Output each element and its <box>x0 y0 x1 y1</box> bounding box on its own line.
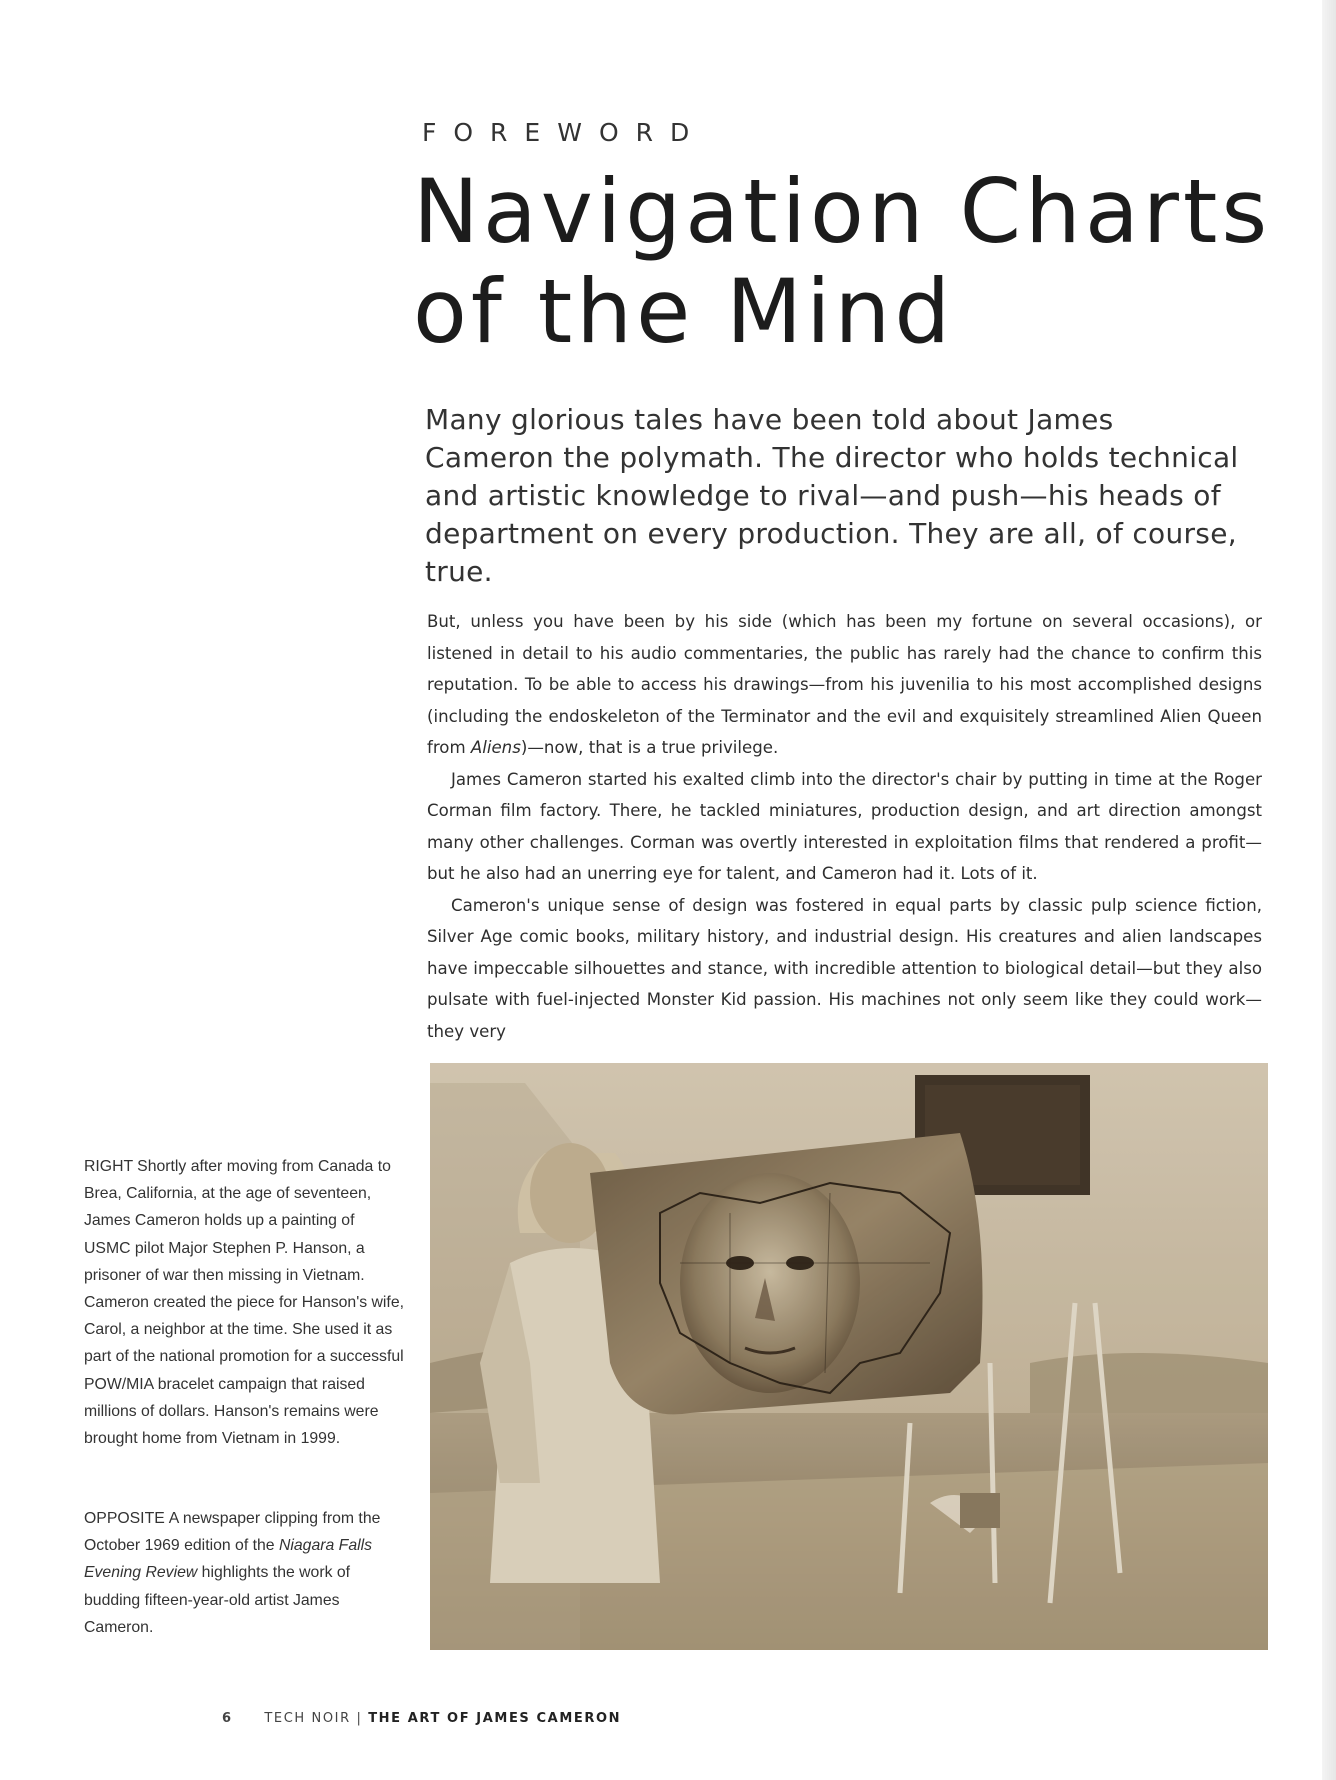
page-number: 6 <box>222 1711 233 1726</box>
body-paragraph-2: James Cameron started his exalted climb into the director's chair by putting in time at the Roger Corman film factory. There, he tackled miniatures, production design, and art direction amongst many other challenges. Corman was overtly interested in exploitation films that rendered a profit—but he also had an unerring eye for talent, and Cameron had it. Lots of it. <box>427 769 1262 883</box>
caption-opposite <box>84 1505 404 1641</box>
page-footer <box>222 1711 621 1726</box>
body-paragraph-3: Cameron's unique sense of design was fostered in equal parts by classic pulp science fiction, Silver Age comic books, military history, and industrial design. His creatures and alien landscapes have impeccable silhouettes and stance, with incredible attention to biological detail—but they also pulsate with fuel-injected Monster Kid passion. His machines not only seem like they could work—they very <box>427 895 1262 1041</box>
caption-opposite-italic: Niagara Falls Evening Review <box>84 1537 373 1582</box>
caption-right-label: RIGHT <box>84 1158 134 1175</box>
title-line-1: Navigation Charts <box>413 160 1272 263</box>
intro-paragraph: Many glorious tales have been told about James Cameron the polymath. The director who holds technical and artistic knowledge to rival—and push—his heads of department on every production. They are all, of course, true. <box>425 403 1239 588</box>
footer-separator: | <box>356 1711 363 1726</box>
body-paragraph-1 <box>427 606 1262 764</box>
body-p1-text-a: But, unless you have been by his side (which has been my fortune on several occasions), or listened in detail to his audio commentaries, the public has rarely had the chance to confirm this reputation. To be able to access his drawings—from his juvenilia to his most accomplished designs (including the endoskeleton of the Terminator and the evil and exquisitely streamlined Alien Queen from <box>427 612 1262 757</box>
caption-opposite-text-b: highlights the work of budding fifteen-year-old artist James Cameron. <box>84 1564 351 1636</box>
body-p1-text-b: )—now, that is a true privilege. <box>520 738 779 757</box>
body-text <box>427 606 1262 1047</box>
section-label: FOREWORD <box>422 118 707 147</box>
page-title <box>413 162 1293 362</box>
caption-opposite-text-a: A newspaper clipping from the October 1969 edition of the <box>84 1510 381 1555</box>
caption-right-text: Shortly after moving from Canada to Brea, California, at the age of seventeen, James Cameron holds up a painting of USMC pilot Major Stephen P. Hanson, a prisoner of war then missing in Vietnam. Cameron created the piece for Hanson's wife, Carol, a neighbor at the time. She used it as part of the national promotion for a successful POW/MIA bracelet campaign that raised millions of dollars. Hanson's remains were brought home from Vietnam in 1999. <box>84 1158 404 1448</box>
footer-book-title: TECH NOIR <box>264 1711 351 1726</box>
title-line-2: of the Mind <box>413 260 955 363</box>
body-p1-italic: Aliens <box>470 738 521 757</box>
caption-opposite-label: OPPOSITE <box>84 1510 165 1527</box>
page-edge <box>1322 0 1336 1780</box>
sepia-photograph <box>430 1063 1268 1650</box>
caption-right <box>84 1153 404 1452</box>
footer-subtitle: THE ART OF JAMES CAMERON <box>368 1711 622 1726</box>
photo-illustration <box>430 1063 1268 1650</box>
